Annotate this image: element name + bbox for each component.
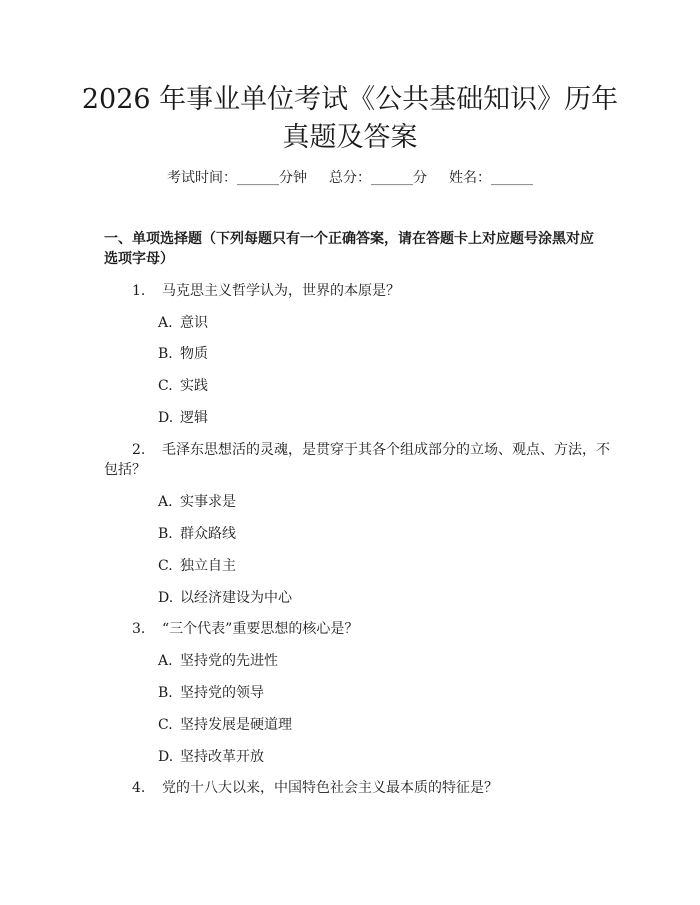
question-3	[132, 619, 602, 639]
option-letter: C.	[158, 378, 173, 394]
doc-title-line-1: 2026 年事业单位考试《公共基础知识》历年	[81, 84, 619, 115]
option-text: 实践	[180, 378, 208, 394]
question-number: 1.	[132, 283, 146, 299]
question-number: 2.	[132, 442, 146, 458]
option-text: 坚持党的领导	[180, 685, 264, 701]
option-letter: C.	[158, 558, 173, 574]
question-number: 3.	[132, 621, 146, 637]
name-field: 姓名：______	[449, 170, 533, 186]
question-2-option-c	[158, 556, 236, 576]
question-3-option-b	[158, 683, 264, 703]
question-text: “三个代表”重要思想的核心是？	[162, 621, 359, 637]
question-1-option-d	[158, 408, 208, 428]
question-text-continued: 包括？	[104, 462, 146, 478]
option-letter: B.	[158, 346, 173, 362]
option-text: 坚持党的先进性	[180, 653, 278, 669]
option-letter: A.	[158, 315, 173, 331]
question-text: 毛泽东思想活的灵魂，是贯穿于其各个组成部分的立场、观点、方法，不	[162, 442, 610, 458]
option-text: 意识	[180, 315, 208, 331]
section-heading: 一、单项选择题（下列每题只有一个正确答案，请在答题卡上对应题号涂黑对应选项字母）	[104, 231, 594, 267]
exam-info-line	[0, 168, 700, 188]
question-1-option-c	[158, 376, 208, 396]
question-3-option-d	[158, 747, 264, 767]
exam-time-field: 考试时间：______分钟	[167, 170, 307, 186]
option-letter: D.	[158, 590, 174, 606]
option-letter: A.	[158, 494, 173, 510]
option-text: 物质	[180, 346, 208, 362]
question-1-option-a	[158, 313, 208, 333]
question-2-option-b	[158, 524, 236, 544]
doc-title-line-2: 真题及答案	[282, 122, 418, 153]
option-letter: A.	[158, 653, 173, 669]
question-3-option-c	[158, 715, 292, 735]
option-letter: B.	[158, 526, 173, 542]
question-2-option-d	[158, 588, 292, 608]
question-2-continuation	[104, 460, 304, 480]
question-1-option-b	[158, 344, 208, 364]
option-text: 坚持改革开放	[180, 749, 264, 765]
question-number: 4.	[132, 780, 146, 796]
option-letter: D.	[158, 749, 174, 765]
question-2-option-a	[158, 492, 236, 512]
option-text: 以经济建设为中心	[180, 590, 292, 606]
question-4	[132, 778, 602, 798]
option-letter: B.	[158, 685, 173, 701]
option-text: 独立自主	[180, 558, 236, 574]
option-text: 逻辑	[180, 410, 208, 426]
option-letter: C.	[158, 717, 173, 733]
option-letter: D.	[158, 410, 174, 426]
option-text: 实事求是	[180, 494, 236, 510]
question-3-option-a	[158, 651, 278, 671]
option-text: 坚持发展是硬道理	[180, 717, 292, 733]
total-score-field: 总分：______分	[329, 170, 427, 186]
question-text: 马克思主义哲学认为，世界的本原是？	[162, 283, 400, 299]
question-1	[132, 281, 602, 301]
option-text: 群众路线	[180, 526, 236, 542]
question-text: 党的十八大以来，中国特色社会主义最本质的特征是？	[162, 780, 498, 796]
